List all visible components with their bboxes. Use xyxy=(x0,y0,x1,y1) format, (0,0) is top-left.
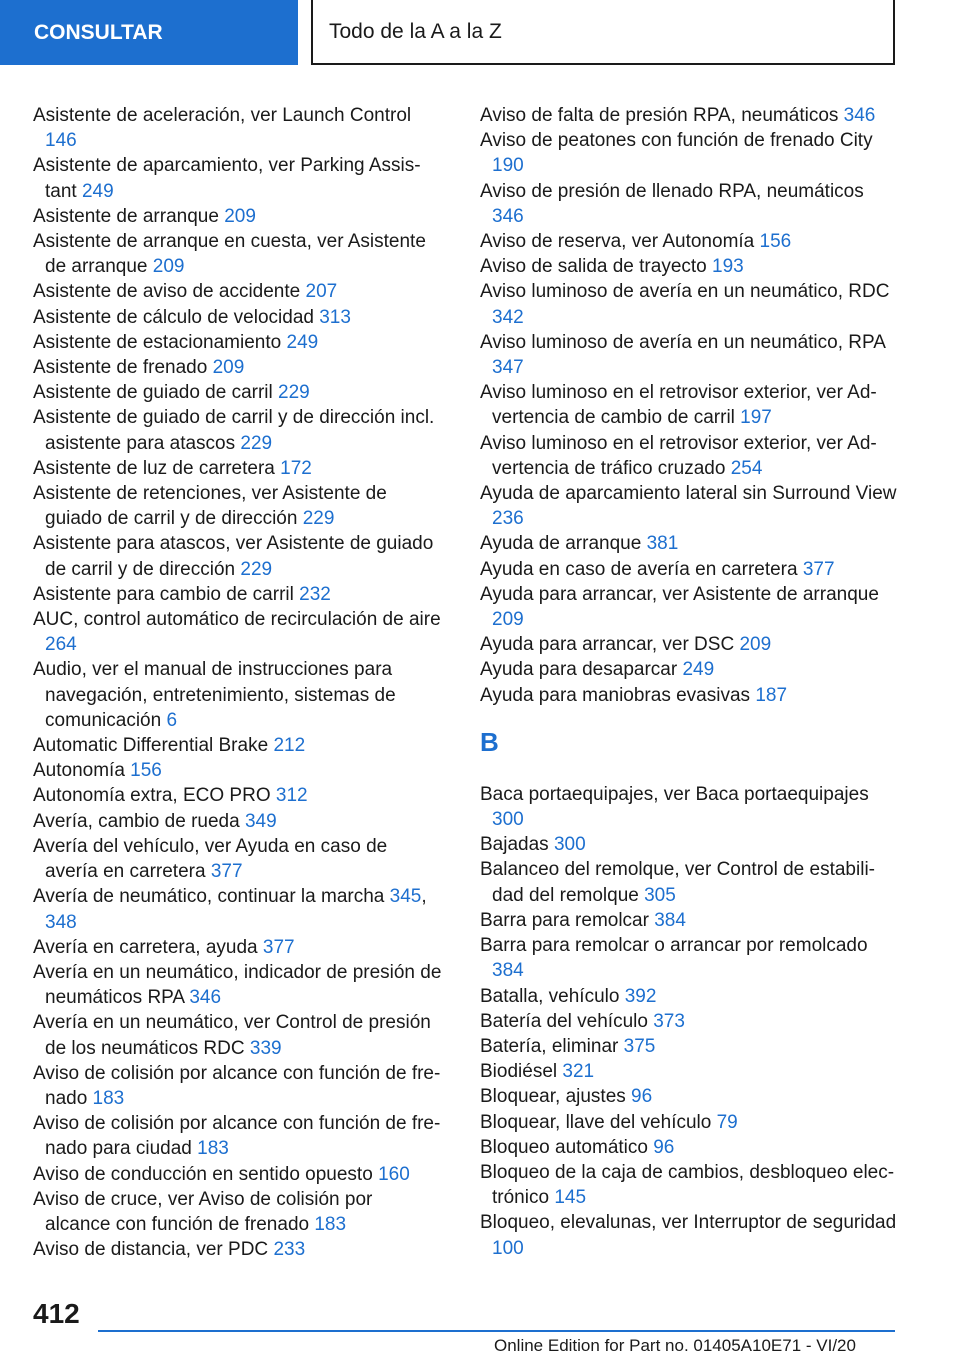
index-entry xyxy=(480,481,900,531)
index-entry xyxy=(33,355,443,380)
page-reference-link[interactable]: 348 xyxy=(45,911,77,933)
index-entry-text: Baca portaequipajes, ver Baca portaequipajes xyxy=(480,783,869,805)
page-reference-link[interactable]: 313 xyxy=(319,306,351,328)
page-reference-link[interactable]: 300 xyxy=(553,834,586,856)
index-entry-text: Aviso de falta de presión RPA, neumáticos xyxy=(480,105,844,126)
index-entry-text: Asistente de arranque xyxy=(33,205,225,227)
index-entry xyxy=(480,908,900,933)
page-reference-link[interactable]: 229 xyxy=(302,508,335,530)
index-entry-text: Avería, cambio de rueda xyxy=(33,810,245,832)
index-entry xyxy=(33,380,443,405)
page-reference-link[interactable]: 6 xyxy=(166,709,178,731)
index-entry xyxy=(480,380,900,430)
index-entry-text: Aviso de peatones con función de frenado City xyxy=(480,130,873,152)
index-entry-text: Asistente de luz de carretera xyxy=(33,457,281,479)
index-entry xyxy=(33,834,443,884)
page-reference-link[interactable]: 321 xyxy=(562,1061,595,1083)
index-entry-text: Avería en un neumático, ver Control de presión de los neumáticos RDC xyxy=(33,1012,431,1059)
page-reference-link[interactable]: 187 xyxy=(755,684,788,706)
index-entry-text: Biodiésel xyxy=(480,1061,563,1083)
index-entry-text: Asistente de estacionamiento xyxy=(33,331,287,353)
index-entry xyxy=(480,1084,900,1109)
index-entry xyxy=(33,607,443,657)
index-entry xyxy=(480,279,900,329)
section-tab[interactable] xyxy=(0,0,298,65)
index-entry xyxy=(33,279,443,304)
index-entry-text: Bloquear, ajustes xyxy=(480,1086,632,1108)
index-entry xyxy=(480,330,900,380)
page-reference-link[interactable]: 254 xyxy=(730,457,763,479)
page-reference-link[interactable]: 381 xyxy=(646,533,679,555)
page-number: 412 xyxy=(33,1298,80,1329)
index-entry xyxy=(480,1160,900,1210)
index-entry-text: Asistente de guiado de carril y de dirección incl. asistente para atascos xyxy=(33,407,435,454)
index-entry xyxy=(480,1009,900,1034)
index-entry xyxy=(33,809,443,834)
index-entry-text: Aviso luminoso en el retrovisor exterior, ver Advertencia de tráfico cruzado xyxy=(480,432,877,479)
index-entry xyxy=(33,103,443,153)
index-entry-text: Ayuda en caso de avería en carretera xyxy=(480,558,803,580)
chapter-title: Todo de la A a la Z xyxy=(329,19,502,43)
page-reference-link[interactable]: 79 xyxy=(716,1111,738,1133)
index-entry xyxy=(33,229,443,279)
page-reference-link[interactable]: 156 xyxy=(759,231,792,253)
page-reference-link[interactable]: 377 xyxy=(802,558,835,580)
section-letter-b: B xyxy=(480,726,499,757)
page-reference-link[interactable]: 212 xyxy=(273,735,306,757)
index-entry-text: Asistente de cálculo de velocidad xyxy=(33,306,320,328)
index-entry xyxy=(33,305,443,330)
index-entry xyxy=(33,1162,443,1187)
page-reference-link[interactable]: 172 xyxy=(280,457,312,479)
index-entry-text: Asistente para cambio de carril xyxy=(33,583,300,605)
page-reference-link[interactable]: 207 xyxy=(305,281,338,303)
page-reference-link[interactable]: 377 xyxy=(262,936,295,958)
index-entry xyxy=(480,632,900,657)
index-column-right xyxy=(480,103,900,1261)
index-entry-text: Barra para remolcar o arrancar por remolcado xyxy=(480,935,868,957)
page-reference-link[interactable]: 384 xyxy=(492,960,524,982)
index-entry-text: Balanceo del remolque, ver Control de estabilidad del remolque xyxy=(480,859,875,906)
page-reference-link[interactable]: 209 xyxy=(492,609,524,631)
page-reference-link[interactable]: 209 xyxy=(152,256,185,278)
chapter-title-box xyxy=(311,0,895,65)
page-reference-link[interactable]: 96 xyxy=(653,1136,675,1158)
page-reference-link[interactable]: 100 xyxy=(492,1237,524,1259)
index-entry-text: Asistente de aparcamiento, ver Parking Assistant xyxy=(33,155,421,202)
index-entry-text: Avería de neumático, continuar la marcha xyxy=(33,886,390,908)
index-column-left xyxy=(33,103,443,1262)
index-entry xyxy=(33,1061,443,1111)
index-entry xyxy=(33,330,443,355)
index-entry-text: Asistente para atascos, ver Asistente de guiado de carril y de dirección xyxy=(33,533,434,580)
index-entry xyxy=(33,582,443,607)
index-entry xyxy=(33,1187,443,1237)
index-entry-text: Ayuda para arrancar, ver Asistente de arranque xyxy=(480,583,879,605)
page-reference-link[interactable]: 160 xyxy=(378,1163,410,1185)
index-entry-text: Ayuda de arranque xyxy=(480,533,647,555)
index-entry-text: Avería en un neumático, indicador de presión de neumáticos RPA xyxy=(33,961,442,1009)
page-reference-link[interactable]: 347 xyxy=(492,357,524,379)
index-entry-text: Aviso luminoso de avería en un neumático, RDC xyxy=(480,281,890,303)
page-reference-link[interactable]: 229 xyxy=(278,382,310,404)
index-entry xyxy=(480,1110,900,1135)
page-reference-link[interactable]: 384 xyxy=(654,909,686,931)
index-entry xyxy=(480,254,900,279)
index-entry xyxy=(480,782,900,832)
index-entry-text: Asistente de aviso de accidente xyxy=(33,281,306,303)
page-reference-link[interactable]: 373 xyxy=(653,1010,685,1032)
page-reference-link[interactable]: 229 xyxy=(240,432,273,454)
index-entry xyxy=(33,153,443,203)
index-entry-text: Aviso de colisión por alcance con función de frenado para ciudad xyxy=(33,1113,441,1160)
index-entry-text: Asistente de guiado de carril xyxy=(33,382,279,404)
page-reference-link[interactable]: 375 xyxy=(623,1035,656,1057)
index-entry-text: Ayuda de aparcamiento lateral sin Surround View xyxy=(480,483,897,505)
page-reference-link[interactable]: 209 xyxy=(739,634,772,656)
index-entry-text: Asistente de frenado xyxy=(33,357,213,379)
index-entry-text: Aviso de presión de llenado RPA, neumáticos xyxy=(480,180,864,202)
index-entry-text: Aviso de colisión por alcance con función de frenado xyxy=(33,1062,441,1109)
index-entry-text: Autonomía xyxy=(33,760,131,782)
index-entry xyxy=(480,857,900,907)
index-entry-text: Aviso de reserva, ver Autonomía xyxy=(480,231,760,253)
index-entry xyxy=(33,1237,443,1262)
page-reference-link[interactable]: 145 xyxy=(554,1187,587,1209)
index-entry xyxy=(480,531,900,556)
index-entry-text: Ayuda para arrancar, ver DSC xyxy=(480,634,740,656)
index-entry-text: Ayuda para maniobras evasivas xyxy=(480,684,756,706)
index-entry-text: Ayuda para desaparcar xyxy=(480,659,683,681)
index-entry xyxy=(33,758,443,783)
index-entry xyxy=(33,733,443,758)
page-reference-link[interactable]: 392 xyxy=(624,985,657,1007)
index-entry xyxy=(480,582,900,632)
index-entry-text: Batería, eliminar xyxy=(480,1035,624,1057)
page-reference-link[interactable]: 229 xyxy=(240,558,273,580)
page-reference-link[interactable]: 249 xyxy=(286,331,319,353)
page-reference-link[interactable]: 249 xyxy=(81,180,114,202)
index-entry xyxy=(480,1034,900,1059)
index-entry-text: Aviso de cruce, ver Aviso de colisión por alcance con función de frenado xyxy=(33,1188,373,1235)
index-entry-text: Avería en carretera, ayuda xyxy=(33,936,263,958)
page-reference-link[interactable]: 197 xyxy=(740,407,772,429)
page-reference-link[interactable]: 312 xyxy=(275,785,308,807)
index-entry-text: Asistente de retenciones, ver Asistente de guiado de carril y de dirección xyxy=(33,483,387,530)
index-entry xyxy=(33,960,443,1010)
index-entry xyxy=(33,783,443,808)
index-entry-text: AUC, control automático de recirculación de aire xyxy=(33,609,441,631)
index-entry xyxy=(480,557,900,582)
page-reference-link[interactable]: 346 xyxy=(843,105,876,126)
index-entry xyxy=(33,204,443,229)
index-entry-text: Bloqueo de la caja de cambios, desbloqueo electrónico xyxy=(480,1161,895,1209)
index-entry: Avería de neumático, continuar la marcha 345, 348 xyxy=(33,886,427,933)
index-entry-text: Asistente de aceleración, ver Launch Control xyxy=(33,105,412,126)
page-reference-link[interactable]: 96 xyxy=(631,1086,653,1108)
index-entry xyxy=(480,1059,900,1084)
index-entry-text: Batalla, vehículo xyxy=(480,985,625,1007)
index-entry-text: Aviso luminoso en el retrovisor exterior, ver Advertencia de cambio de carril xyxy=(480,382,877,429)
page-reference-link[interactable]: 183 xyxy=(314,1213,347,1235)
page-reference-link[interactable]: 345 xyxy=(389,886,422,908)
index-entry xyxy=(33,657,443,733)
index-entry xyxy=(480,103,900,128)
index-entry-text: Avería del vehículo, ver Ayuda en caso de avería en carretera xyxy=(33,835,388,883)
page-reference-link[interactable]: 377 xyxy=(210,861,243,883)
index-entry-text: Autonomía extra, ECO PRO xyxy=(33,785,276,807)
index-entry-text: Barra para remolcar xyxy=(480,909,655,931)
index-entry xyxy=(33,481,443,531)
page-reference-link[interactable]: 146 xyxy=(45,130,77,152)
index-entry-text: Audio, ver el manual de instrucciones para navegación, entretenimiento, sistemas de comunicación xyxy=(33,659,396,731)
index-entry xyxy=(33,531,443,581)
page-reference-link[interactable]: 156 xyxy=(130,760,162,782)
index-entry xyxy=(33,405,443,455)
page-reference-link[interactable]: 339 xyxy=(249,1037,282,1059)
page-reference-link[interactable]: 190 xyxy=(492,155,524,177)
page-reference-link[interactable]: 349 xyxy=(244,810,277,832)
index-entry-text: Batería del vehículo xyxy=(480,1010,654,1032)
index-entry xyxy=(480,229,900,254)
section-tab-label: CONSULTAR xyxy=(34,20,163,44)
page-reference-link[interactable]: 236 xyxy=(492,508,524,530)
page-reference-link[interactable]: 232 xyxy=(299,583,331,605)
index-entry-text: Bloquear, llave del vehículo xyxy=(480,1111,717,1133)
index-entry xyxy=(33,935,443,960)
page-reference-link[interactable]: 346 xyxy=(189,987,222,1009)
index-entry xyxy=(480,1135,900,1160)
page-reference-link[interactable]: 300 xyxy=(492,809,524,831)
index-entry-text: Bajadas xyxy=(480,834,554,856)
index-entry xyxy=(480,933,900,983)
page-reference-link[interactable]: 305 xyxy=(644,884,676,906)
index-entry-text: Asistente de arranque en cuesta, ver Asistente de arranque xyxy=(33,231,426,278)
page-reference-link[interactable]: 249 xyxy=(682,659,715,681)
index-entry xyxy=(480,128,900,178)
page-reference-link[interactable]: 183 xyxy=(197,1138,229,1160)
index-entry xyxy=(33,456,443,481)
index-entry xyxy=(480,179,900,229)
index-entry xyxy=(480,431,900,481)
page-reference-link[interactable]: 209 xyxy=(224,205,256,227)
footer-edition-text: Online Edition for Part no. 01405A10E71 - VI/20 xyxy=(494,1336,856,1355)
page-reference-link[interactable]: 193 xyxy=(712,256,744,278)
index-entry-text: Bloqueo, elevalunas, ver Interruptor de seguridad xyxy=(480,1212,897,1234)
index-entry xyxy=(480,657,900,682)
index-entry xyxy=(480,832,900,857)
index-entry-text: Aviso de distancia, ver PDC xyxy=(33,1239,274,1261)
index-entry-text: Automatic Differential Brake xyxy=(33,735,274,757)
page-reference-link[interactable]: 346 xyxy=(492,205,524,227)
index-entry-text: Bloqueo automático xyxy=(480,1136,654,1158)
page-reference-link[interactable]: 183 xyxy=(92,1087,125,1109)
index-entry-text: Aviso luminoso de avería en un neumático, RPA xyxy=(480,331,885,353)
page-reference-link[interactable]: 342 xyxy=(492,306,524,328)
page-reference-link[interactable]: 233 xyxy=(273,1239,306,1261)
index-entry xyxy=(480,984,900,1009)
page-reference-link[interactable]: 264 xyxy=(45,634,77,656)
index-entry xyxy=(480,1210,900,1260)
index-entry-text: Aviso de salida de trayecto xyxy=(480,256,713,278)
index-entry xyxy=(33,1010,443,1060)
footer-divider xyxy=(98,1330,895,1332)
index-entry-text: Aviso de conducción en sentido opuesto xyxy=(33,1163,379,1185)
index-entry xyxy=(33,1111,443,1161)
page-reference-link[interactable]: 209 xyxy=(212,357,245,379)
index-entry xyxy=(480,683,900,708)
